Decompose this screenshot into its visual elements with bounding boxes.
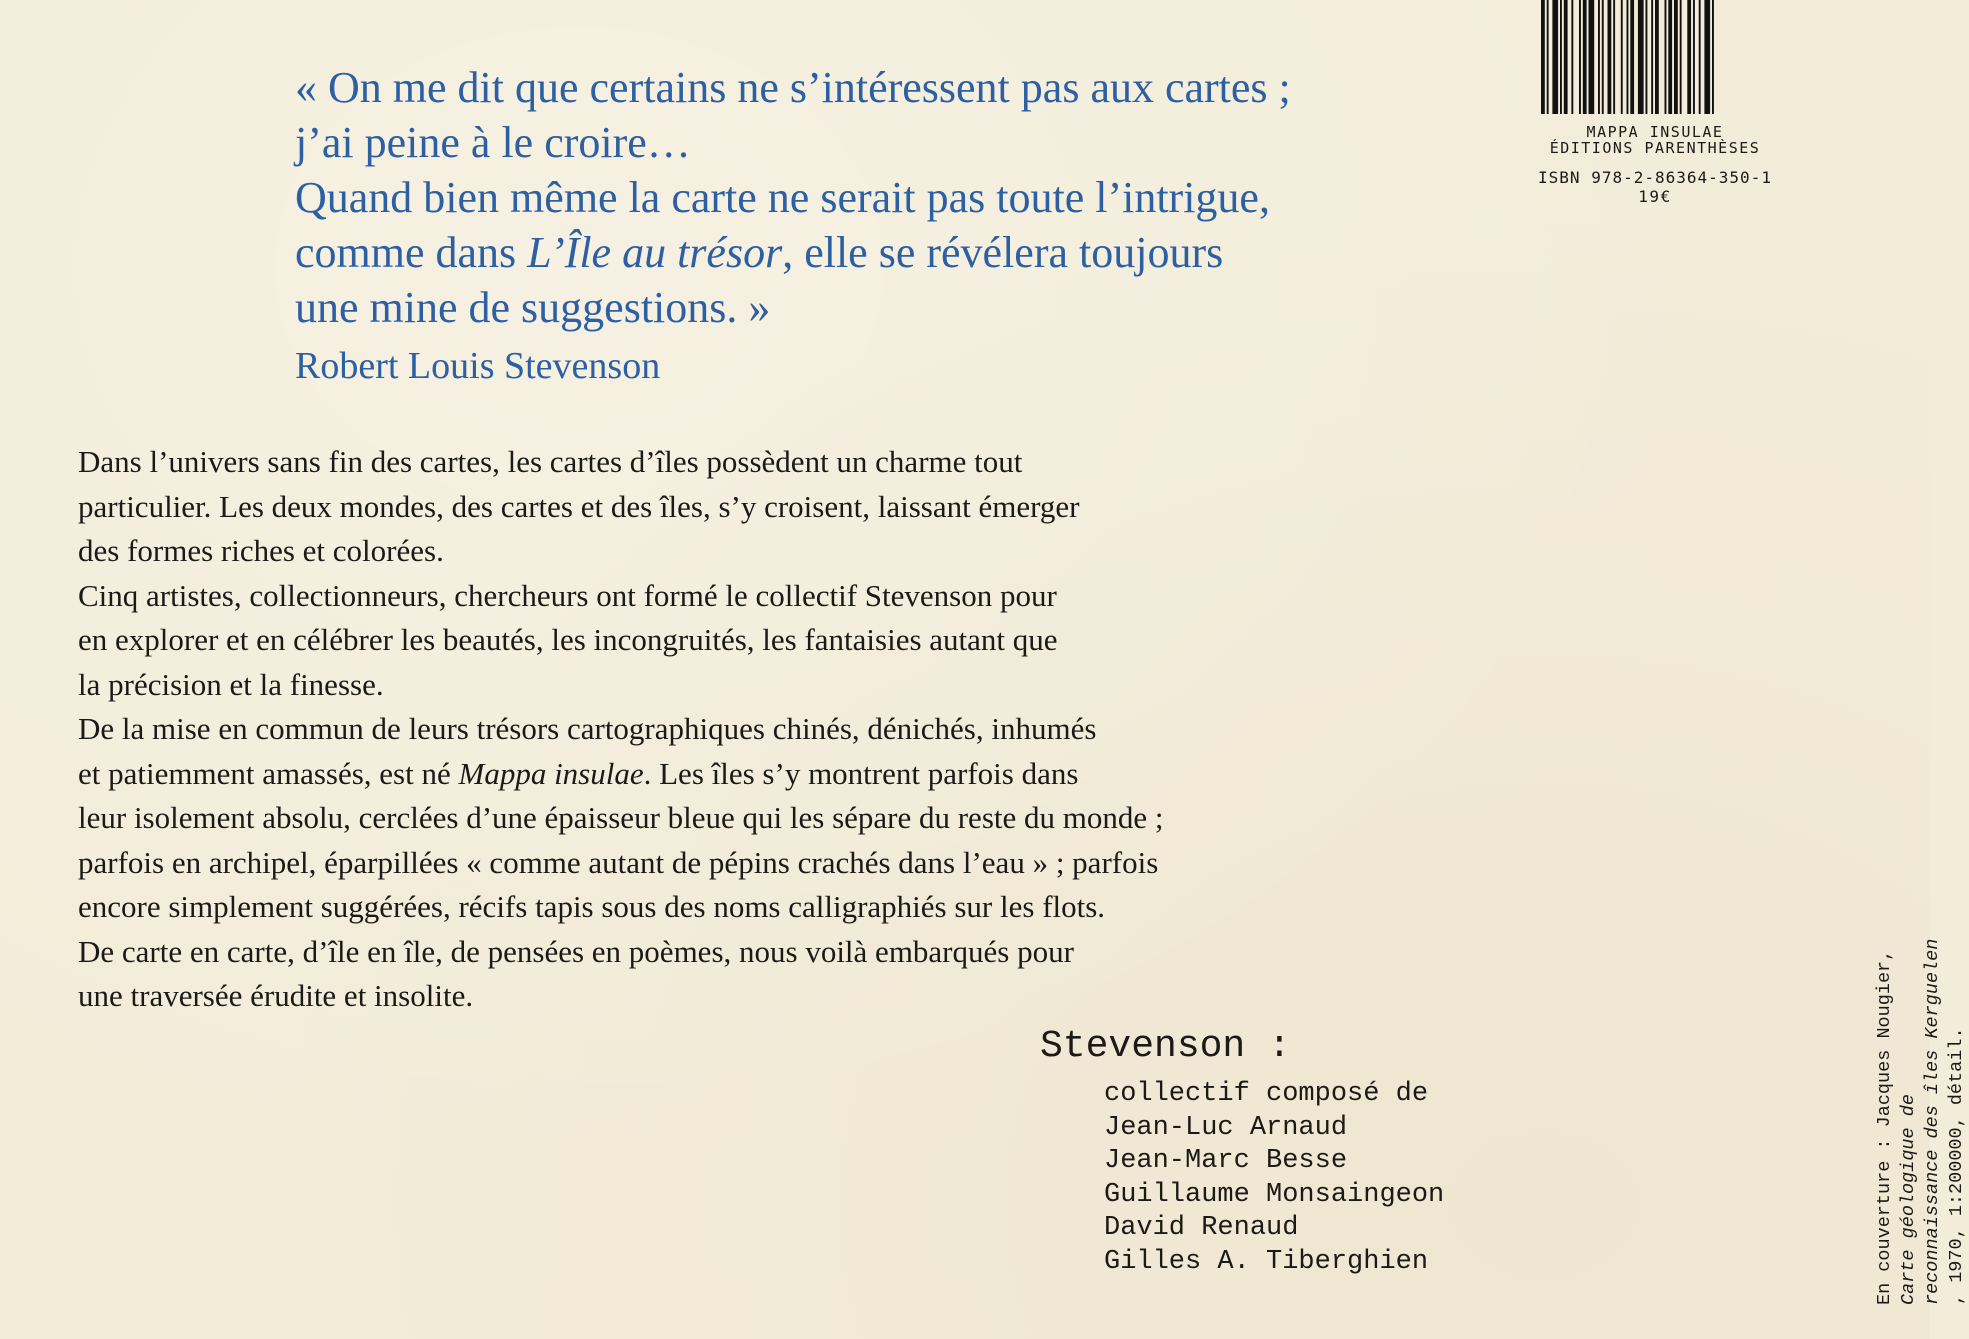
body-line: parfois en archipel, éparpillées « comme autant de pépins crachés dans l’eau » ; parfois xyxy=(78,844,1159,880)
barcode-bar xyxy=(1646,0,1648,114)
barcode-bar xyxy=(1665,0,1667,114)
barcode-bar xyxy=(1602,0,1604,114)
body-line: Dans l’univers sans fin des cartes, les cartes d’îles possèdent un charme tout xyxy=(78,444,1023,479)
member-name: Gilles A. Tiberghien xyxy=(1104,1246,1429,1277)
barcode-bar xyxy=(1668,0,1672,114)
barcode-bar xyxy=(1564,0,1568,114)
member-name: Jean-Marc Besse xyxy=(1104,1146,1348,1176)
barcode-bar xyxy=(1571,0,1573,114)
cover-credit-text: , 1970, 1:200000, détail. xyxy=(1946,1027,1967,1305)
quote-line: Quand bien même la carte ne serait pas toute l’intrigue, xyxy=(295,173,1270,222)
member-name: Guillaume Monsaingeon xyxy=(1104,1179,1445,1210)
body-line: Cinq artistes, collectionneurs, chercheurs ont formé le collectif Stevenson pour xyxy=(78,577,1057,613)
body-line: une traversée érudite et insolite. xyxy=(78,978,474,1013)
barcode-bar xyxy=(1693,0,1695,114)
barcode-bar xyxy=(1630,0,1634,114)
quote-line: « On me dit que certains ne s’intéressent pas aux cartes ; xyxy=(295,63,1291,112)
barcode-bar xyxy=(1655,0,1659,114)
cover-credit-line xyxy=(1873,625,1921,1305)
cover-credit-line xyxy=(1921,625,1969,1305)
barcode-bar xyxy=(1589,0,1595,114)
barcode-bar xyxy=(1680,0,1682,114)
cover-credit-text: En couverture : Jacques Nougier, xyxy=(1874,949,1895,1305)
barcode-bar xyxy=(1541,0,1545,114)
barcode-icon xyxy=(1539,0,1771,114)
publisher-name: ÉDITIONS PARENTHÈSES xyxy=(1549,139,1761,157)
quote-text: comme dans xyxy=(295,228,528,277)
barcode-bar xyxy=(1583,0,1587,114)
member-name: David Renaud xyxy=(1104,1213,1299,1243)
barcode-bar xyxy=(1627,0,1629,114)
body-text: et patiemment amassés, est né xyxy=(78,755,459,791)
quote-book-title: L’Île au trésor xyxy=(527,228,783,277)
body-line: De carte en carte, d’île en île, de pensées en poèmes, nous voilà embarqués pour xyxy=(78,933,1074,969)
barcode-bar xyxy=(1651,0,1653,114)
body-line: encore simplement suggérées, récifs tapis sous des noms calligraphiés sur les flots. xyxy=(78,889,1106,924)
series-title: MAPPA INSULAE xyxy=(1586,123,1724,141)
cover-credit xyxy=(1873,625,1969,1305)
collective-name: Stevenson : xyxy=(1040,1025,1291,1068)
body-text: . Les îles s’y montrent parfois dans xyxy=(643,755,1079,791)
quote-line: j’ai peine à le croire… xyxy=(295,118,691,167)
quote-line: une mine de suggestions. » xyxy=(295,283,771,332)
quote-attribution: Robert Louis Stevenson xyxy=(295,345,661,387)
quote-text: , elle se révélera toujours xyxy=(782,228,1224,277)
book-title: Mappa insulae xyxy=(458,755,644,791)
barcode-bar xyxy=(1608,0,1612,114)
barcode-bar xyxy=(1547,0,1549,114)
body-line: De la mise en commun de leurs trésors cartographiques chinés, dénichés, inhumés xyxy=(78,711,1097,746)
barcode-bar xyxy=(1598,0,1600,114)
barcode-bar xyxy=(1560,0,1562,114)
quote-line xyxy=(295,225,1395,280)
isbn: ISBN 978-2-86364-350-1 xyxy=(1538,168,1772,187)
barcode-bar xyxy=(1638,0,1644,114)
barcode-bar xyxy=(1579,0,1581,114)
cover-map-title: reconnaissance des îles Kerguelen xyxy=(1922,938,1943,1305)
barcode-bar xyxy=(1687,0,1691,114)
barcode-bar xyxy=(1674,0,1678,114)
description-text xyxy=(78,440,1318,1019)
collective-credits xyxy=(1040,1022,1444,1279)
body-line: en explorer et en célébrer les beautés, les incongruités, les fantaisies autant que xyxy=(78,622,1058,657)
barcode-block xyxy=(1520,0,1790,206)
member-list xyxy=(1104,1078,1444,1279)
member-name: Jean-Luc Arnaud xyxy=(1104,1112,1348,1143)
cover-map-title: Carte géologique de xyxy=(1898,1094,1919,1305)
barcode-bar xyxy=(1621,0,1623,114)
barcode-bar xyxy=(1613,0,1615,114)
barcode-bar xyxy=(1552,0,1558,114)
epigraph-quote xyxy=(295,60,1395,389)
body-line: la précision et la finesse. xyxy=(78,666,384,702)
barcode-bar xyxy=(1699,0,1701,114)
barcode-bar xyxy=(1712,0,1714,114)
price: 19€ xyxy=(1638,187,1672,206)
body-line: particulier. Les deux mondes, des cartes et des îles, s’y croisent, laissant émerger xyxy=(78,488,1080,524)
body-line xyxy=(78,752,1318,797)
body-line: des formes riches et colorées. xyxy=(78,533,444,568)
collective-intro: collectif composé de xyxy=(1104,1079,1429,1109)
barcode-bar xyxy=(1704,0,1710,114)
body-line: leur isolement absolu, cerclées d’une épaisseur bleue qui les sépare du reste du monde ; xyxy=(78,800,1164,835)
